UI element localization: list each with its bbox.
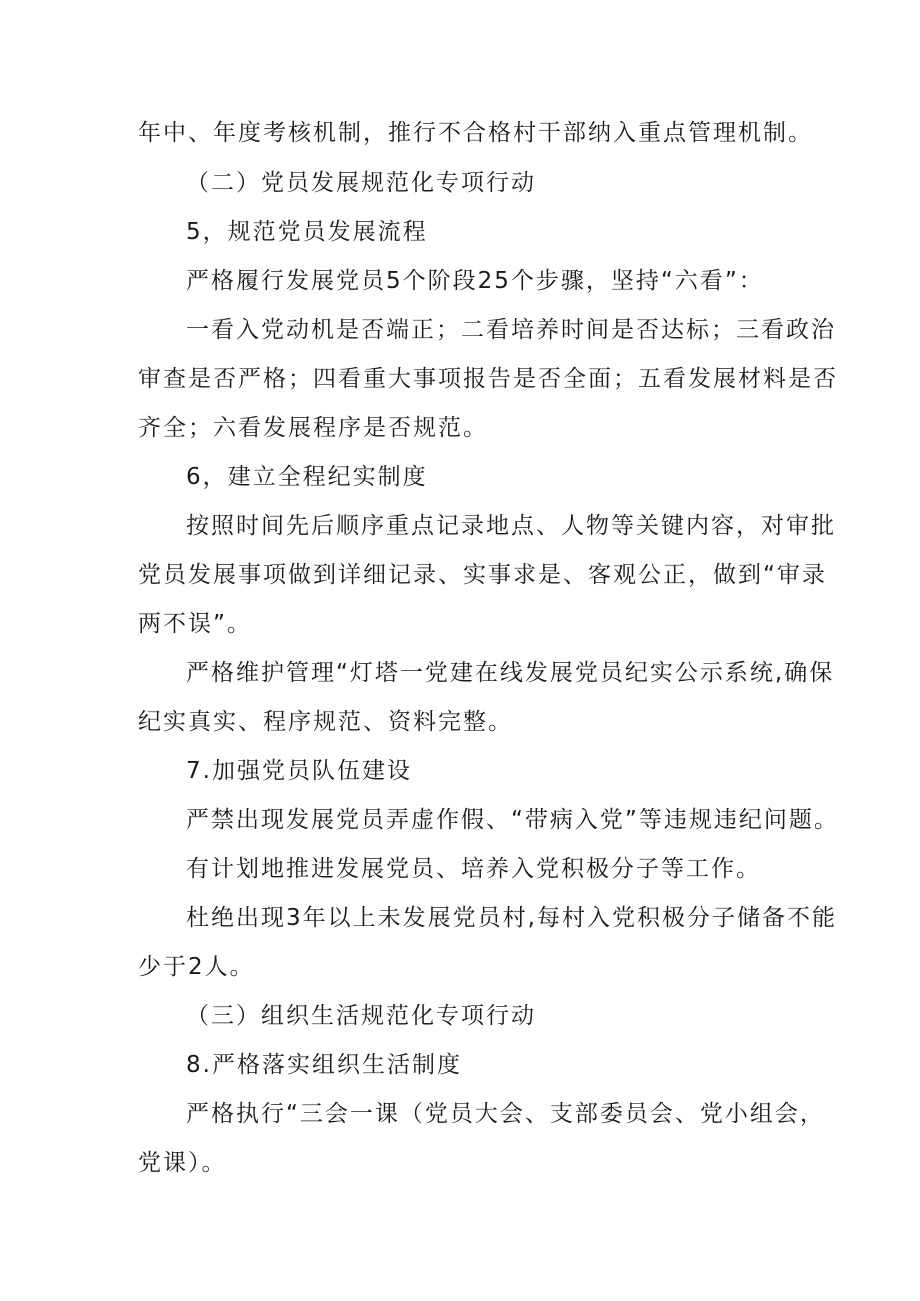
text-line: 两不误”。 (138, 611, 252, 637)
text-line: 严格履行发展党员5个阶段25个步骤，坚持“六看”： (186, 268, 764, 294)
section-heading: （二）党员发展规范化专项行动 (186, 170, 536, 196)
text-line: 少于2人。 (138, 954, 255, 980)
text-line: 按照时间先后顺序重点记录地点、人物等关键内容，对审批 (186, 513, 836, 539)
text-line: 年中、年度考核机制，推行不合格村干部纳入重点管理机制。 (138, 120, 813, 146)
text-line: 审查是否严格；四看重大事项报告是否全面；五看发展材料是否 (138, 366, 838, 392)
item-heading: 5，规范党员发展流程 (186, 219, 428, 245)
text-line: 严禁出现发展党员弄虚作假、“带病入党”等违规违纪问题。 (186, 807, 839, 833)
item-heading: 6，建立全程纪实制度 (186, 464, 428, 490)
text-line: 有计划地推进发展党员、培养入党积极分子等工作。 (186, 856, 761, 882)
item-heading: 8.严格落实组织生活制度 (186, 1052, 462, 1078)
text-line: 党员发展事项做到详细记录、实事求是、客观公正，做到“审录 (138, 562, 827, 588)
text-line: 纪实真实、程序规范、资料完整。 (138, 709, 513, 735)
text-line: 齐全；六看发展程序是否规范。 (138, 415, 488, 441)
text-line: 党课）。 (138, 1150, 227, 1176)
item-heading: 7.加强党员队伍建设 (186, 758, 412, 784)
text-line: 杜绝出现3年以上未发展党员村,每村入党积极分子储备不能 (186, 905, 837, 931)
section-heading: （三）组织生活规范化专项行动 (186, 1003, 536, 1029)
text-line: 严格执行“三会一课（党员大会、支部委员会、党小组会， (186, 1101, 825, 1127)
text-line: 一看入党动机是否端正；二看培养时间是否达标；三看政治 (186, 317, 836, 343)
text-line: 严格维护管理“灯塔一党建在线发展党员纪实公示系统,确保 (186, 660, 835, 686)
